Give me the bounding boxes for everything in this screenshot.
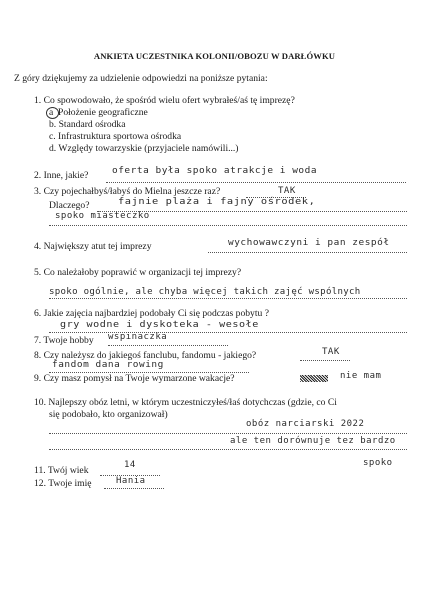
answer-line [106,182,406,183]
q3-why-label: Dlaczego? [49,200,90,211]
q5-label: 5. Co należałoby poprawić w organizacji tej imprezy? [34,267,242,278]
q12-answer: Hania [116,476,146,486]
q3-why-answer-2: spoko miasteczko [55,211,150,221]
q8-answer-yes: TAK [322,347,340,357]
q1-option-b: b. Standard ośrodka [49,119,126,130]
q9-answer: nie mam [340,371,382,381]
q8-answer-2: fandom dana rowing [52,360,164,370]
q11-label: 11. Twój wiek [34,465,89,476]
q4-label: 4. Największy atut tej imprezy [34,241,152,252]
crossed-out-scribble [300,375,328,382]
q1-option-a: Położenie geograficzne [58,107,148,118]
q2-label: 2. Inne, jakie? [34,170,89,181]
answer-line [49,433,407,434]
page-title: ANKIETA UCZESTNIKA KOLONII/OBOZU W DARŁÓWKU [93,51,336,61]
intro-text: Z góry dziękujemy za udzielenie odpowiedzi na poniższe pytania: [14,73,268,84]
q1-label: 1. Co spowodowało, że spośród wielu ofert wybrałeś/aś tę imprezę? [34,95,295,106]
q1-option-d: d. Względy towarzyskie (przyjaciele namówili...) [49,143,239,154]
q6-label: 6. Jakie zajęcia najbardziej podobały Ci się podczas pobytu ? [34,308,269,319]
answer-line [108,345,228,346]
answer-line [208,252,407,253]
q4-answer: wychowawczyni i pan zespół [228,238,390,248]
answer-line [49,298,407,299]
q6-answer: gry wodne i dyskoteka - wesołe [60,320,259,330]
answer-line [49,332,407,333]
q3-why-answer-1: fajnie plaża i fajny ośrodek, [118,197,316,207]
q7-label: 7. Twoje hobby [34,335,94,346]
q10-answer-2: ale ten dorównuje tez bardzo [230,436,396,446]
q3-answer-yes: TAK [278,186,296,196]
q3-label: 3. Czy pojechałbyś/łabyś do Mielna jeszcze raz? [34,186,221,197]
answer-line [49,225,407,226]
q9-label: 9. Czy masz pomysł na Twoje wymarzone wakacje? [34,373,235,384]
q8-label: 8. Czy należysz do jakiegoś fanclubu, fandomu - jakiego? [34,350,257,361]
q11-answer: 14 [124,460,136,470]
q10-label-1: 10. Najlepszy obóz letni, w którym uczestniczyłeś/łaś dotychczas (gdzie, co Ci [34,397,337,408]
answer-line [300,360,350,361]
q10-answer-3: spoko [363,458,393,468]
answer-line [104,488,164,489]
answer-line [49,449,407,450]
q10-answer-1: obóz narciarski 2022 [246,419,365,429]
q1-option-a-marker: a [49,107,54,118]
q1-option-c: c. Infrastruktura sportowa ośrodka [49,131,182,142]
q7-answer: wspinaczka [108,332,168,342]
q12-label: 12. Twoje imię [34,478,92,489]
q10-label-2: się podobało, kto organizował) [49,409,168,420]
q2-answer: oferta była spoko atrakcje i woda [112,166,318,176]
q5-answer: spoko ogólnie, ale chyba więcej takich zajęć wspólnych [49,286,361,296]
